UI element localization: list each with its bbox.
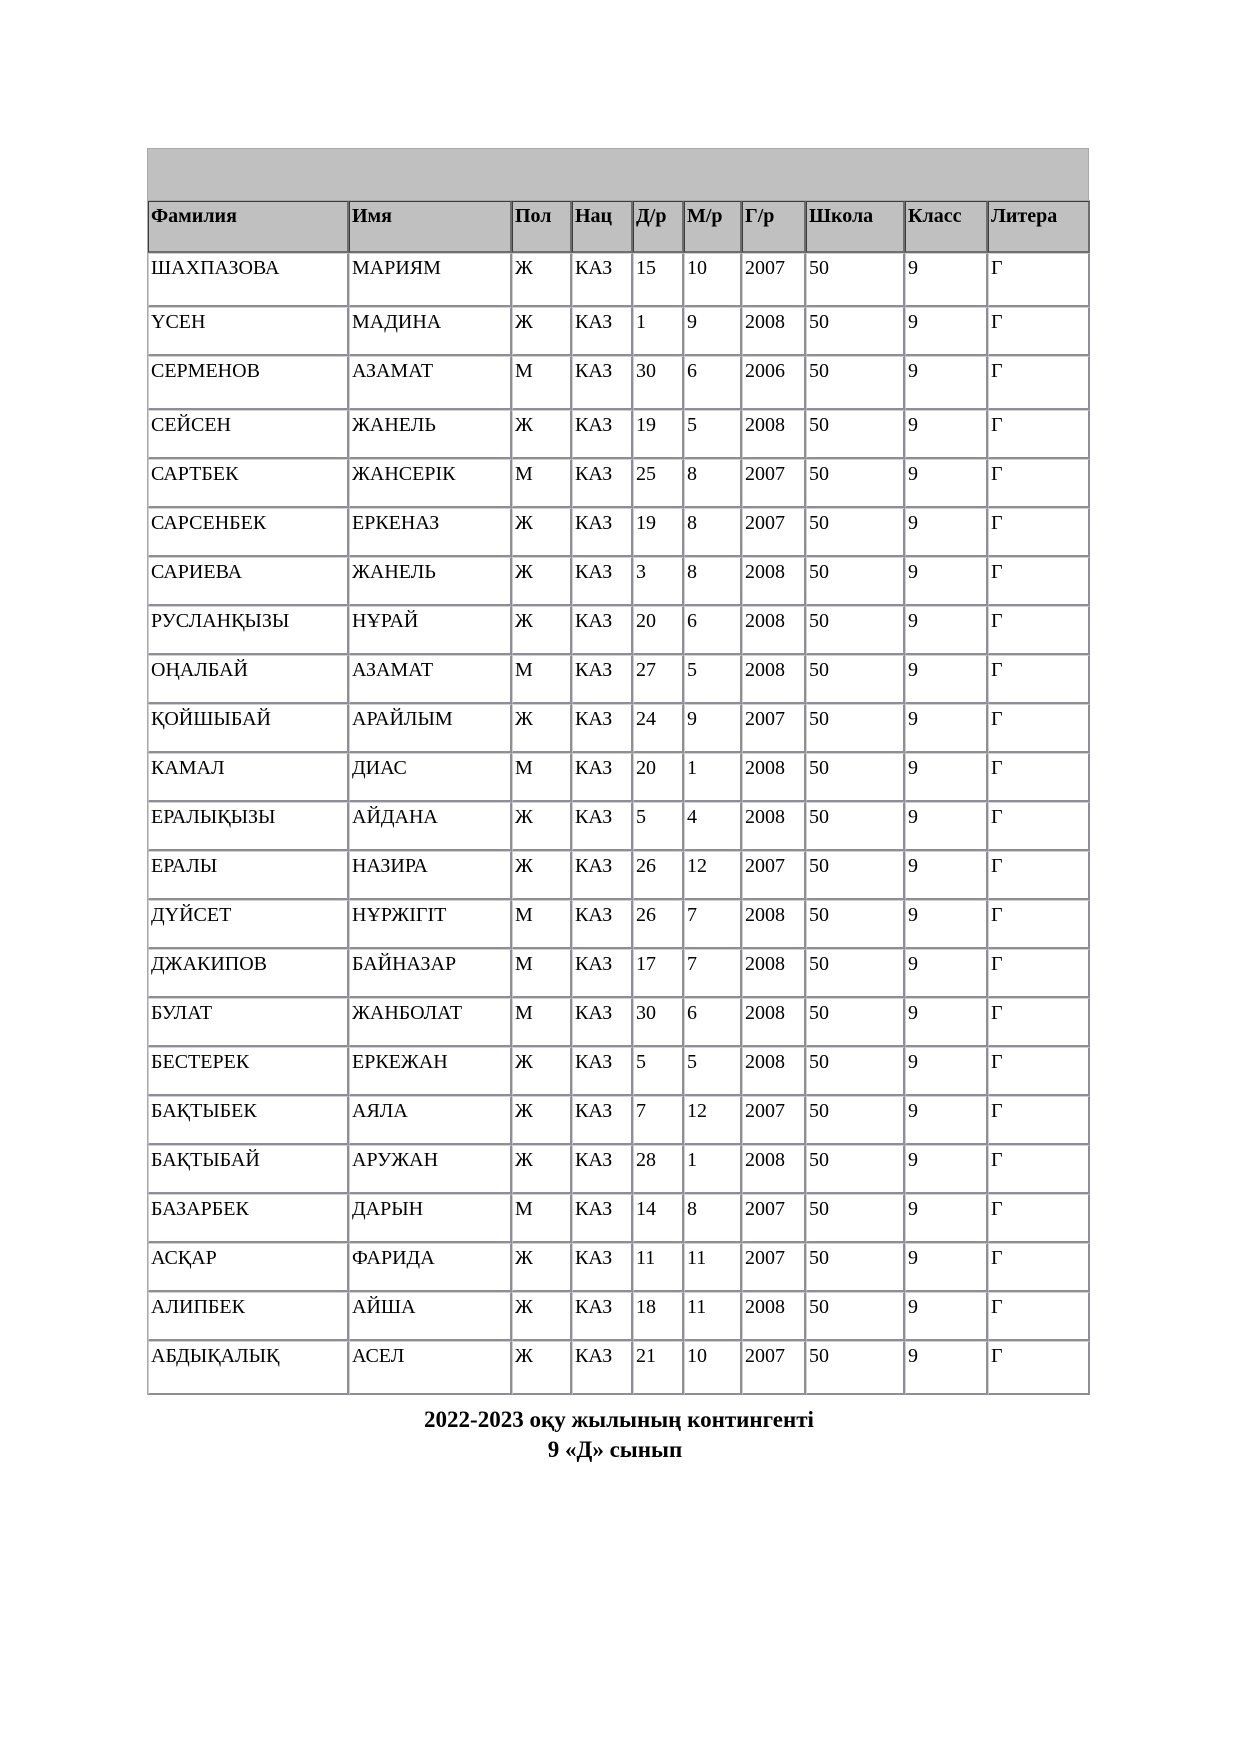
grade-cell: 9 xyxy=(905,802,988,851)
birth-year-cell: 2007 xyxy=(742,704,806,753)
letter-cell: Г xyxy=(988,459,1090,508)
birth-day-cell: 26 xyxy=(633,900,684,949)
birth-year-cell: 2007 xyxy=(742,1096,806,1145)
name-cell: ДИАС xyxy=(349,753,512,802)
letter-cell: Г xyxy=(988,1341,1090,1395)
school-cell: 50 xyxy=(806,704,905,753)
name-cell: ЖАНЕЛЬ xyxy=(349,410,512,459)
letter-cell: Г xyxy=(988,606,1090,655)
table-row xyxy=(148,459,1090,508)
birth-month-cell: 8 xyxy=(684,459,742,508)
grade-cell: 9 xyxy=(905,998,988,1047)
gender-cell: М xyxy=(512,1194,572,1243)
nationality-cell: КАЗ xyxy=(572,253,633,307)
letter-cell: Г xyxy=(988,704,1090,753)
birth-month-cell: 9 xyxy=(684,704,742,753)
school-cell: 50 xyxy=(806,253,905,307)
column-header: Литера xyxy=(988,201,1090,253)
nationality-cell: КАЗ xyxy=(572,1194,633,1243)
gender-cell: Ж xyxy=(512,1096,572,1145)
column-header: Класс xyxy=(905,201,988,253)
gender-cell: Ж xyxy=(512,704,572,753)
table-row xyxy=(148,998,1090,1047)
school-cell: 50 xyxy=(806,1194,905,1243)
gender-cell: Ж xyxy=(512,410,572,459)
column-header: М/р xyxy=(684,201,742,253)
letter-cell: Г xyxy=(988,410,1090,459)
nationality-cell: КАЗ xyxy=(572,1096,633,1145)
column-header: Д/р xyxy=(633,201,684,253)
table-row xyxy=(148,655,1090,704)
nationality-cell: КАЗ xyxy=(572,655,633,704)
surname-cell: ЕРАЛЫ xyxy=(148,851,349,900)
nationality-cell: КАЗ xyxy=(572,1047,633,1096)
name-cell: АЯЛА xyxy=(349,1096,512,1145)
grade-cell: 9 xyxy=(905,851,988,900)
birth-year-cell: 2008 xyxy=(742,753,806,802)
nationality-cell: КАЗ xyxy=(572,704,633,753)
birth-month-cell: 12 xyxy=(684,1096,742,1145)
name-cell: АРУЖАН xyxy=(349,1145,512,1194)
nationality-cell: КАЗ xyxy=(572,802,633,851)
birth-month-cell: 9 xyxy=(684,307,742,356)
name-cell: ЖАНБОЛАТ xyxy=(349,998,512,1047)
birth-month-cell: 11 xyxy=(684,1243,742,1292)
column-header: Школа xyxy=(806,201,905,253)
grade-cell: 9 xyxy=(905,557,988,606)
table-header xyxy=(148,201,1090,253)
birth-year-cell: 2008 xyxy=(742,949,806,998)
name-cell: АЗАМАТ xyxy=(349,655,512,704)
letter-cell: Г xyxy=(988,1096,1090,1145)
birth-month-cell: 6 xyxy=(684,998,742,1047)
surname-cell: ЕРАЛЫҚЫЗЫ xyxy=(148,802,349,851)
surname-cell: ҮСЕН xyxy=(148,307,349,356)
gender-cell: Ж xyxy=(512,253,572,307)
birth-month-cell: 5 xyxy=(684,655,742,704)
school-cell: 50 xyxy=(806,1096,905,1145)
gender-cell: Ж xyxy=(512,1292,572,1341)
birth-day-cell: 7 xyxy=(633,1096,684,1145)
birth-day-cell: 21 xyxy=(633,1341,684,1395)
column-header: Пол xyxy=(512,201,572,253)
school-cell: 50 xyxy=(806,410,905,459)
column-header: Нац xyxy=(572,201,633,253)
school-cell: 50 xyxy=(806,949,905,998)
name-cell: ЖАНЕЛЬ xyxy=(349,557,512,606)
surname-cell: ДЖАКИПОВ xyxy=(148,949,349,998)
school-cell: 50 xyxy=(806,998,905,1047)
table-body xyxy=(148,253,1090,1395)
birth-day-cell: 18 xyxy=(633,1292,684,1341)
birth-year-cell: 2006 xyxy=(742,356,806,410)
name-cell: АЙДАНА xyxy=(349,802,512,851)
surname-cell: КАМАЛ xyxy=(148,753,349,802)
name-cell: ЖАНСЕРІК xyxy=(349,459,512,508)
letter-cell: Г xyxy=(988,655,1090,704)
birth-year-cell: 2008 xyxy=(742,802,806,851)
birth-month-cell: 8 xyxy=(684,508,742,557)
birth-day-cell: 5 xyxy=(633,802,684,851)
surname-cell: САРСЕНБЕК xyxy=(148,508,349,557)
birth-year-cell: 2008 xyxy=(742,655,806,704)
grade-cell: 9 xyxy=(905,253,988,307)
school-cell: 50 xyxy=(806,1341,905,1395)
birth-day-cell: 26 xyxy=(633,851,684,900)
birth-year-cell: 2008 xyxy=(742,307,806,356)
birth-month-cell: 11 xyxy=(684,1292,742,1341)
grade-cell: 9 xyxy=(905,704,988,753)
school-cell: 50 xyxy=(806,1292,905,1341)
birth-day-cell: 30 xyxy=(633,998,684,1047)
gender-cell: М xyxy=(512,655,572,704)
surname-cell: САРИЕВА xyxy=(148,557,349,606)
table-row xyxy=(148,1243,1090,1292)
school-cell: 50 xyxy=(806,606,905,655)
school-cell: 50 xyxy=(806,508,905,557)
table-banner xyxy=(147,148,1089,200)
surname-cell: РУСЛАНҚЫЗЫ xyxy=(148,606,349,655)
nationality-cell: КАЗ xyxy=(572,606,633,655)
birth-month-cell: 4 xyxy=(684,802,742,851)
birth-year-cell: 2007 xyxy=(742,253,806,307)
table-row xyxy=(148,410,1090,459)
gender-cell: М xyxy=(512,949,572,998)
letter-cell: Г xyxy=(988,307,1090,356)
birth-day-cell: 11 xyxy=(633,1243,684,1292)
gender-cell: М xyxy=(512,998,572,1047)
nationality-cell: КАЗ xyxy=(572,459,633,508)
name-cell: БАЙНАЗАР xyxy=(349,949,512,998)
name-cell: ФАРИДА xyxy=(349,1243,512,1292)
gender-cell: Ж xyxy=(512,1243,572,1292)
birth-year-cell: 2008 xyxy=(742,1145,806,1194)
name-cell: АРАЙЛЫМ xyxy=(349,704,512,753)
table-row xyxy=(148,1096,1090,1145)
birth-day-cell: 19 xyxy=(633,508,684,557)
birth-month-cell: 6 xyxy=(684,356,742,410)
letter-cell: Г xyxy=(988,851,1090,900)
table-row xyxy=(148,307,1090,356)
table-row xyxy=(148,1292,1090,1341)
table-row xyxy=(148,802,1090,851)
student-roster-table xyxy=(147,200,1090,1395)
birth-day-cell: 28 xyxy=(633,1145,684,1194)
surname-cell: БАҚТЫБЕК xyxy=(148,1096,349,1145)
letter-cell: Г xyxy=(988,1145,1090,1194)
birth-day-cell: 17 xyxy=(633,949,684,998)
grade-cell: 9 xyxy=(905,307,988,356)
grade-cell: 9 xyxy=(905,949,988,998)
nationality-cell: КАЗ xyxy=(572,508,633,557)
birth-day-cell: 1 xyxy=(633,307,684,356)
grade-cell: 9 xyxy=(905,1292,988,1341)
nationality-cell: КАЗ xyxy=(572,1243,633,1292)
nationality-cell: КАЗ xyxy=(572,900,633,949)
name-cell: АЙША xyxy=(349,1292,512,1341)
birth-day-cell: 15 xyxy=(633,253,684,307)
surname-cell: ШАХПАЗОВА xyxy=(148,253,349,307)
table-row xyxy=(148,557,1090,606)
name-cell: НАЗИРА xyxy=(349,851,512,900)
birth-month-cell: 10 xyxy=(684,1341,742,1395)
table-row xyxy=(148,753,1090,802)
nationality-cell: КАЗ xyxy=(572,998,633,1047)
letter-cell: Г xyxy=(988,508,1090,557)
nationality-cell: КАЗ xyxy=(572,753,633,802)
letter-cell: Г xyxy=(988,753,1090,802)
name-cell: АСЕЛ xyxy=(349,1341,512,1395)
gender-cell: Ж xyxy=(512,606,572,655)
roster-sheet xyxy=(147,148,1089,1395)
gender-cell: М xyxy=(512,459,572,508)
name-cell: ЕРКЕНАЗ xyxy=(349,508,512,557)
birth-month-cell: 8 xyxy=(684,1194,742,1243)
table-row xyxy=(148,508,1090,557)
column-header: Г/р xyxy=(742,201,806,253)
school-cell: 50 xyxy=(806,1243,905,1292)
birth-year-cell: 2008 xyxy=(742,410,806,459)
nationality-cell: КАЗ xyxy=(572,1145,633,1194)
grade-cell: 9 xyxy=(905,606,988,655)
nationality-cell: КАЗ xyxy=(572,851,633,900)
nationality-cell: КАЗ xyxy=(572,1341,633,1395)
name-cell: АЗАМАТ xyxy=(349,356,512,410)
grade-cell: 9 xyxy=(905,753,988,802)
school-cell: 50 xyxy=(806,307,905,356)
gender-cell: Ж xyxy=(512,802,572,851)
school-cell: 50 xyxy=(806,900,905,949)
nationality-cell: КАЗ xyxy=(572,307,633,356)
birth-day-cell: 19 xyxy=(633,410,684,459)
nationality-cell: КАЗ xyxy=(572,356,633,410)
birth-month-cell: 10 xyxy=(684,253,742,307)
table-row xyxy=(148,704,1090,753)
grade-cell: 9 xyxy=(905,1194,988,1243)
letter-cell: Г xyxy=(988,802,1090,851)
surname-cell: ДҮЙСЕТ xyxy=(148,900,349,949)
birth-year-cell: 2007 xyxy=(742,459,806,508)
birth-month-cell: 5 xyxy=(684,1047,742,1096)
grade-cell: 9 xyxy=(905,1243,988,1292)
name-cell: МАРИЯМ xyxy=(349,253,512,307)
letter-cell: Г xyxy=(988,1243,1090,1292)
name-cell: МАДИНА xyxy=(349,307,512,356)
name-cell: ДАРЫН xyxy=(349,1194,512,1243)
school-cell: 50 xyxy=(806,557,905,606)
birth-year-cell: 2008 xyxy=(742,606,806,655)
surname-cell: БЕСТЕРЕК xyxy=(148,1047,349,1096)
table-row xyxy=(148,356,1090,410)
birth-year-cell: 2008 xyxy=(742,1292,806,1341)
caption-class: 9 «Д» сынып xyxy=(547,1437,683,1462)
birth-month-cell: 5 xyxy=(684,410,742,459)
header-row xyxy=(148,201,1090,253)
surname-cell: ОҢАЛБАЙ xyxy=(148,655,349,704)
surname-cell: БАЗАРБЕК xyxy=(148,1194,349,1243)
school-cell: 50 xyxy=(806,356,905,410)
birth-day-cell: 20 xyxy=(633,606,684,655)
gender-cell: М xyxy=(512,753,572,802)
birth-month-cell: 8 xyxy=(684,557,742,606)
birth-day-cell: 25 xyxy=(633,459,684,508)
grade-cell: 9 xyxy=(905,1096,988,1145)
surname-cell: АСҚАР xyxy=(148,1243,349,1292)
birth-day-cell: 3 xyxy=(633,557,684,606)
gender-cell: Ж xyxy=(512,1145,572,1194)
gender-cell: Ж xyxy=(512,557,572,606)
gender-cell: М xyxy=(512,900,572,949)
birth-day-cell: 5 xyxy=(633,1047,684,1096)
grade-cell: 9 xyxy=(905,508,988,557)
letter-cell: Г xyxy=(988,253,1090,307)
birth-year-cell: 2008 xyxy=(742,1047,806,1096)
birth-day-cell: 24 xyxy=(633,704,684,753)
birth-year-cell: 2008 xyxy=(742,557,806,606)
gender-cell: Ж xyxy=(512,1047,572,1096)
surname-cell: ҚОЙШЫБАЙ xyxy=(148,704,349,753)
grade-cell: 9 xyxy=(905,900,988,949)
nationality-cell: КАЗ xyxy=(572,1292,633,1341)
letter-cell: Г xyxy=(988,557,1090,606)
letter-cell: Г xyxy=(988,998,1090,1047)
nationality-cell: КАЗ xyxy=(572,949,633,998)
surname-cell: СЕЙСЕН xyxy=(148,410,349,459)
birth-year-cell: 2007 xyxy=(742,851,806,900)
birth-day-cell: 27 xyxy=(633,655,684,704)
letter-cell: Г xyxy=(988,1194,1090,1243)
table-row xyxy=(148,253,1090,307)
birth-month-cell: 1 xyxy=(684,753,742,802)
letter-cell: Г xyxy=(988,356,1090,410)
table-row xyxy=(148,1341,1090,1395)
gender-cell: М xyxy=(512,356,572,410)
birth-month-cell: 7 xyxy=(684,900,742,949)
table-row xyxy=(148,1047,1090,1096)
surname-cell: АЛИПБЕК xyxy=(148,1292,349,1341)
grade-cell: 9 xyxy=(905,410,988,459)
surname-cell: БАҚТЫБАЙ xyxy=(148,1145,349,1194)
gender-cell: Ж xyxy=(512,1341,572,1395)
surname-cell: САРТБЕК xyxy=(148,459,349,508)
name-cell: ЕРКЕЖАН xyxy=(349,1047,512,1096)
table-row xyxy=(148,1194,1090,1243)
caption-title: 2022-2023 оқу жылының контингенті xyxy=(424,1407,814,1432)
birth-month-cell: 6 xyxy=(684,606,742,655)
table-row xyxy=(148,851,1090,900)
school-cell: 50 xyxy=(806,459,905,508)
grade-cell: 9 xyxy=(905,1145,988,1194)
school-cell: 50 xyxy=(806,655,905,704)
grade-cell: 9 xyxy=(905,1341,988,1395)
school-cell: 50 xyxy=(806,753,905,802)
column-header: Фамилия xyxy=(148,201,349,253)
surname-cell: АБДЫҚАЛЫҚ xyxy=(148,1341,349,1395)
table-row xyxy=(148,1145,1090,1194)
letter-cell: Г xyxy=(988,1292,1090,1341)
birth-month-cell: 1 xyxy=(684,1145,742,1194)
nationality-cell: КАЗ xyxy=(572,557,633,606)
letter-cell: Г xyxy=(988,949,1090,998)
birth-year-cell: 2008 xyxy=(742,998,806,1047)
birth-day-cell: 14 xyxy=(633,1194,684,1243)
table-row xyxy=(148,949,1090,998)
surname-cell: СЕРМЕНОВ xyxy=(148,356,349,410)
birth-year-cell: 2007 xyxy=(742,1243,806,1292)
surname-cell: БУЛАТ xyxy=(148,998,349,1047)
letter-cell: Г xyxy=(988,900,1090,949)
grade-cell: 9 xyxy=(905,356,988,410)
nationality-cell: КАЗ xyxy=(572,410,633,459)
gender-cell: Ж xyxy=(512,307,572,356)
name-cell: НҰРЖІГІТ xyxy=(349,900,512,949)
birth-day-cell: 30 xyxy=(633,356,684,410)
grade-cell: 9 xyxy=(905,655,988,704)
name-cell: НҰРАЙ xyxy=(349,606,512,655)
table-row xyxy=(148,900,1090,949)
column-header: Имя xyxy=(349,201,512,253)
school-cell: 50 xyxy=(806,1145,905,1194)
gender-cell: Ж xyxy=(512,851,572,900)
birth-month-cell: 12 xyxy=(684,851,742,900)
birth-month-cell: 7 xyxy=(684,949,742,998)
school-cell: 50 xyxy=(806,851,905,900)
birth-year-cell: 2007 xyxy=(742,1341,806,1395)
birth-year-cell: 2007 xyxy=(742,508,806,557)
gender-cell: Ж xyxy=(512,508,572,557)
birth-year-cell: 2008 xyxy=(742,900,806,949)
letter-cell: Г xyxy=(988,1047,1090,1096)
grade-cell: 9 xyxy=(905,459,988,508)
school-cell: 50 xyxy=(806,1047,905,1096)
school-cell: 50 xyxy=(806,802,905,851)
birth-day-cell: 20 xyxy=(633,753,684,802)
table-row xyxy=(148,606,1090,655)
birth-year-cell: 2007 xyxy=(742,1194,806,1243)
grade-cell: 9 xyxy=(905,1047,988,1096)
